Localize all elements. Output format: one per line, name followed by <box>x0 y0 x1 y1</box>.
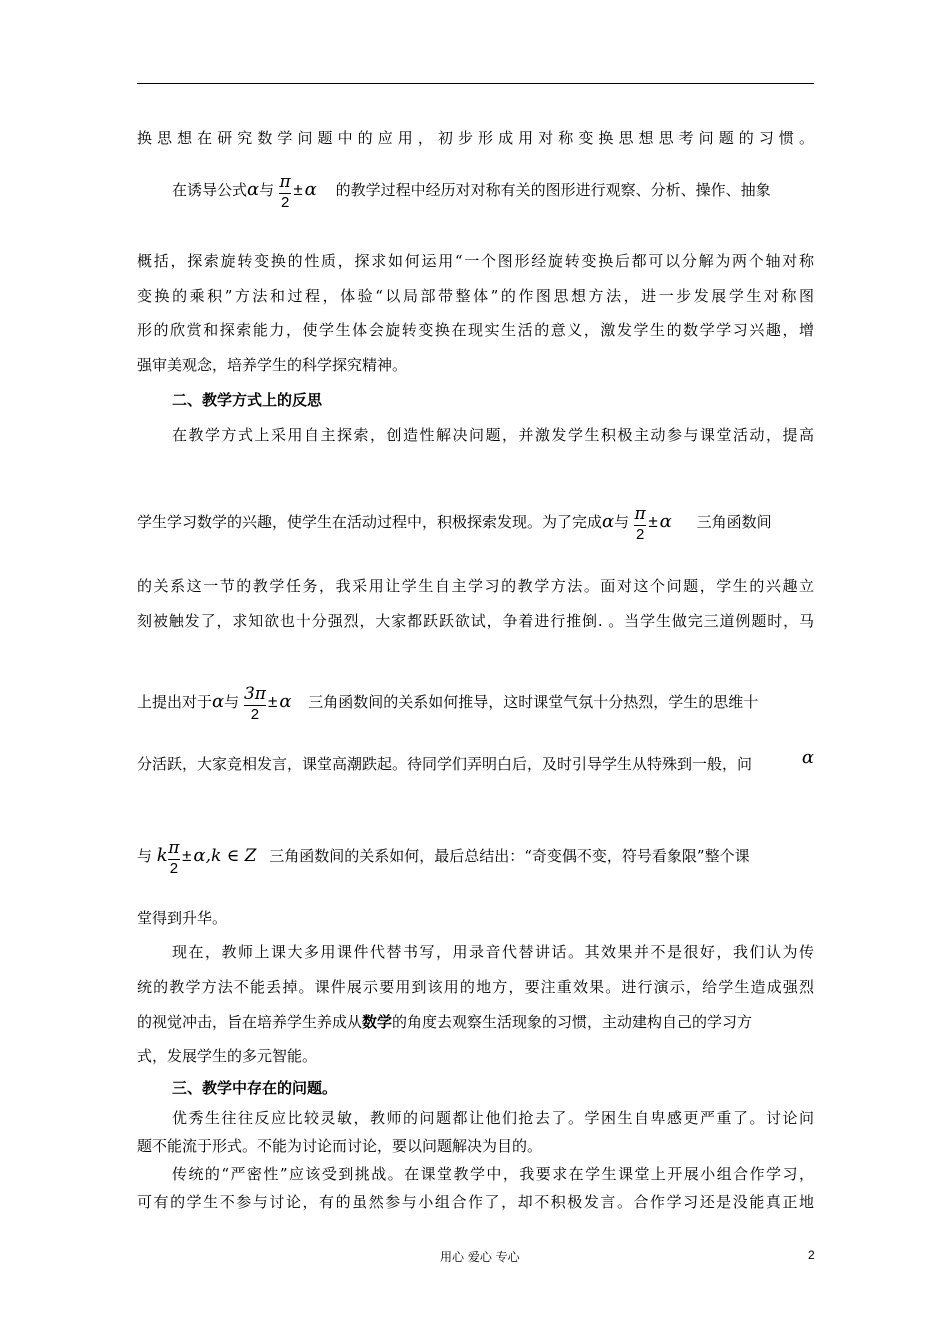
paragraph-line: 题不能流于形式。不能为讨论而讨论，要以问题解决为目的。 <box>137 1137 543 1155</box>
formula-line: 与 k $\frac{\pi}{2}$ ± α,k ∈ Z 三角函数间的关系如何，最后总结出：“奇变偶不变，符号看象限”整个课 <box>137 837 750 877</box>
pi-over-2-fraction: $\frac{\pi}{2}$ <box>634 503 646 543</box>
paragraph-line: 刻被触发了，求知欲也十分强烈，大家都跃跃欲试，争着进行推倒. 。当学生做完三道例题时，马 <box>137 612 814 630</box>
formula-line: 上提出对于α与 $\frac{3\pi}{2}$ ± α 三角函数间的关系如何推导，这时课堂气氛十分热烈，学生的思维十 <box>137 683 759 723</box>
section-heading: 三、教学中存在的问题。 <box>172 1079 338 1097</box>
3pi-over-2-fraction: $\frac{3\pi}{2}$ <box>243 683 266 723</box>
paragraph-line: 在教学方式上采用自主探索，创造性解决问题，并激发学生积极主动参与课堂活动，提高 <box>172 426 814 444</box>
page-number: 2 <box>808 1248 815 1262</box>
bold-keyword: 数学 <box>362 1013 393 1031</box>
paragraph-line: 传统的“严密性”应该受到挑战。在课堂教学中，我要求在学生课堂上开展小组合作学习， <box>172 1165 814 1183</box>
paragraph-line: 分活跃，大家竞相发言，课堂高潮跌起。待同学们弄明白后，及时引导学生从特殊到一般，问 α <box>137 747 814 773</box>
pi-over-2-fraction: $\frac{\pi}{2}$ <box>168 837 180 877</box>
paragraph-line: 强审美观念，培养学生的科学探究精神。 <box>137 356 408 374</box>
paragraph-line: 可有的学生不参与讨论，有的虽然参与小组合作了，却不积极发言。合作学习还是没能真正地 <box>137 1193 814 1211</box>
paragraph-line: 统的教学方法不能丢掉。课件展示要用到该用的地方，要注重效果。进行演示，给学生造成强烈 <box>137 978 814 996</box>
header-rule <box>137 83 814 84</box>
page-footer: 用心 爱心 专心 <box>440 1250 520 1264</box>
paragraph-line: 变换的乘积”方法和过程，体验“以局部带整体”的作图思想方法，进一步发展学生对称图 <box>137 287 814 305</box>
section-heading: 二、教学方式上的反思 <box>172 391 323 409</box>
paragraph-line: 换思想在研究数学问题中的应用，初步形成用对称变换思想思考问题的习惯。 <box>137 129 814 147</box>
paragraph-line: 的关系这一节的教学任务，我采用让学生自主学习的教学方法。面对这个问题，学生的兴趣立 <box>137 577 814 595</box>
formula-line: 学生学习数学的兴趣，使学生在活动过程中，积极探索发现。为了完成α与 $\frac{\pi}{2}$ ± α 三角函数间 <box>137 503 772 543</box>
k-symbol: k <box>156 845 168 866</box>
pi-over-2-fraction: $\frac{\pi}{2}$ <box>279 171 291 211</box>
formula-line: 在诱导公式α与 $\frac{\pi}{2}$ ± α 的教学过程中经历对对称有关的图形进行观察、分析、操作、抽象 <box>172 171 771 211</box>
paragraph-line: 的视觉冲击，旨在培养学生养成从数学的角度去观察生活现象的习惯，主动建构自己的学习方 <box>137 1013 753 1031</box>
paragraph-line: 形的欣赏和探索能力，使学生体会旋转变换在现实生活的意义，激发学生的数学学习兴趣，增 <box>137 321 814 339</box>
paragraph-line: 概括，探索旋转变换的性质，探求如何运用“一个图形经旋转变换后都可以分解为两个轴对称 <box>137 252 814 270</box>
paragraph-line: 式，发展学生的多元智能。 <box>137 1047 318 1065</box>
paragraph-line: 堂得到升华。 <box>137 909 228 927</box>
alpha-symbol: α <box>247 179 260 200</box>
paragraph-line: 优秀生往往反应比较灵敏，教师的问题都让他们抢去了。学困生自卑感更严重了。讨论问 <box>172 1109 814 1127</box>
paragraph-line: 现在，教师上课大多用课件代替书写，用录音代替讲话。其效果并不是很好，我们认为传 <box>172 943 814 961</box>
